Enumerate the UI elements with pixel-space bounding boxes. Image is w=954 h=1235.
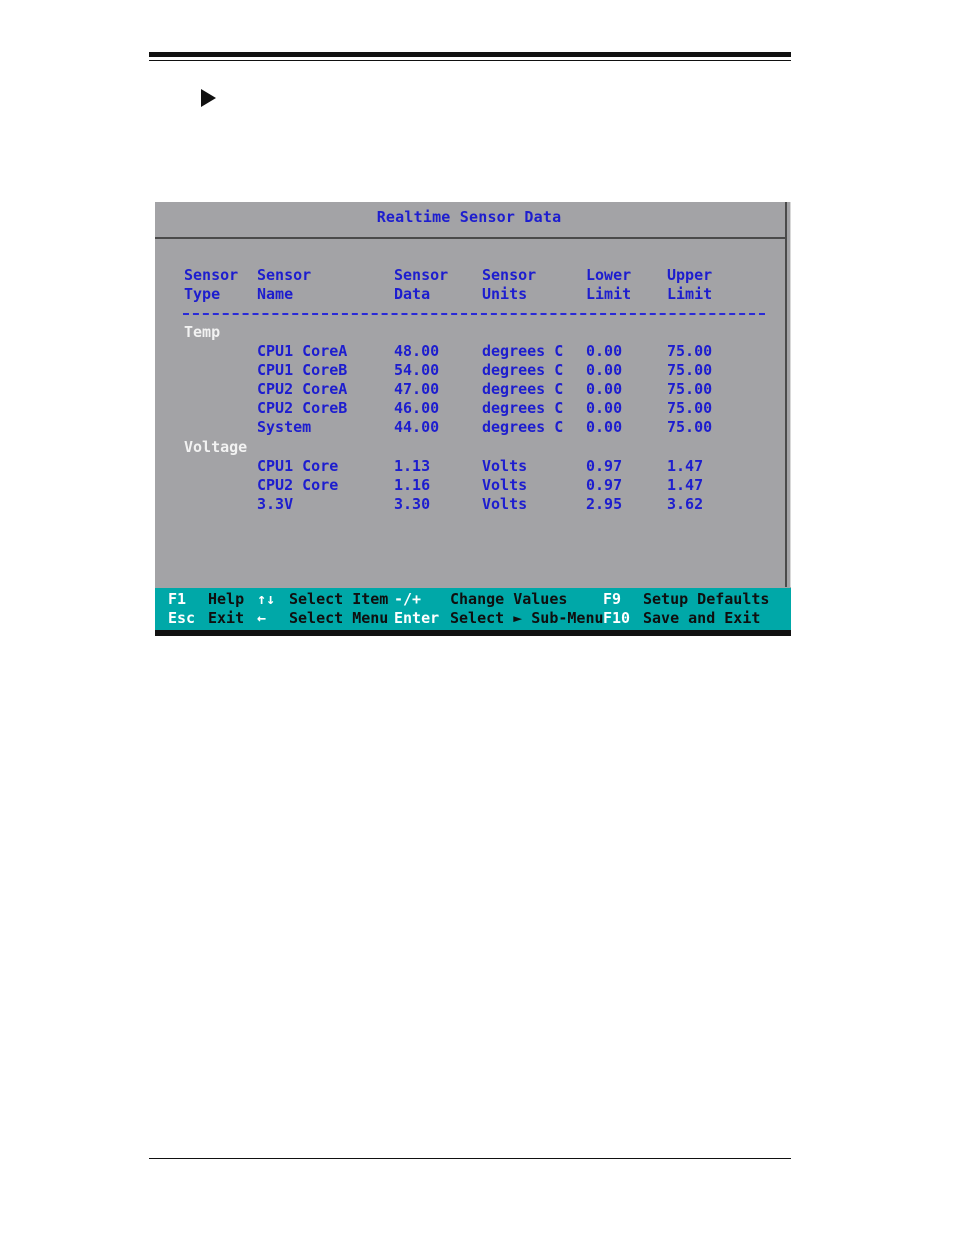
bios-screen <box>155 202 791 636</box>
key-label-exit: Exit <box>208 609 245 627</box>
upper-limit: 1.47 <box>667 476 704 494</box>
screen-right-border <box>785 202 787 587</box>
page-footer-rule <box>149 1158 791 1159</box>
sensor-units: degrees C <box>482 380 564 398</box>
key-label-select-item: Select Item <box>289 590 389 608</box>
sensor-name: 3.3V <box>257 495 294 513</box>
key-esc: Esc <box>168 609 196 627</box>
sensor-data: 54.00 <box>394 361 440 379</box>
lower-limit: 0.97 <box>586 457 623 475</box>
header-sensor-type: Sensor Type <box>184 266 239 303</box>
lower-limit: 0.00 <box>586 342 623 360</box>
key-label-help: Help <box>208 590 245 608</box>
key-label-select-submenu: Select ► Sub-Menu <box>450 609 604 627</box>
key-f10: F10 <box>603 609 631 627</box>
sensor-name: CPU1 Core <box>257 457 339 475</box>
upper-limit: 75.00 <box>667 342 713 360</box>
lower-limit: 0.00 <box>586 399 623 417</box>
header-sensor-data: Sensor Data <box>394 266 449 303</box>
sensor-units: degrees C <box>482 399 564 417</box>
lower-limit: 0.00 <box>586 418 623 436</box>
lower-limit: 0.00 <box>586 361 623 379</box>
key-label-change-values: Change Values <box>450 590 568 608</box>
lower-limit: 2.95 <box>586 495 623 513</box>
sensor-name: CPU2 CoreA <box>257 380 348 398</box>
sensor-units: Volts <box>482 476 528 494</box>
upper-limit: 75.00 <box>667 380 713 398</box>
bullet-triangle-icon <box>201 89 216 107</box>
upper-limit: 3.62 <box>667 495 704 513</box>
sensor-name: CPU2 Core <box>257 476 339 494</box>
key-legend-bar <box>155 588 791 630</box>
sensor-data: 1.13 <box>394 457 431 475</box>
sensor-data: 48.00 <box>394 342 440 360</box>
sensor-name: System <box>257 418 312 436</box>
header-upper-limit: Upper Limit <box>667 266 713 303</box>
upper-limit: 75.00 <box>667 399 713 417</box>
key-minus-plus: -/+ <box>394 590 422 608</box>
sensor-data: 44.00 <box>394 418 440 436</box>
sensor-units: Volts <box>482 495 528 513</box>
upper-limit: 75.00 <box>667 418 713 436</box>
sensor-name: CPU1 CoreB <box>257 361 348 379</box>
sensor-units: degrees C <box>482 342 564 360</box>
header-lower-limit: Lower Limit <box>586 266 632 303</box>
sensor-units: degrees C <box>482 418 564 436</box>
key-label-save-and-exit: Save and Exit <box>643 609 761 627</box>
sensor-data: 1.16 <box>394 476 431 494</box>
lower-limit: 0.97 <box>586 476 623 494</box>
sensor-name: CPU2 CoreB <box>257 399 348 417</box>
page-header-rule-thin <box>149 60 791 61</box>
key-label-select-menu: Select Menu <box>289 609 389 627</box>
sensor-data: 46.00 <box>394 399 440 417</box>
category-voltage: Voltage <box>184 438 248 456</box>
sensor-units: Volts <box>482 457 528 475</box>
sensor-data: 3.30 <box>394 495 431 513</box>
key-arrow-left: ← <box>257 609 267 627</box>
header-sensor-units: Sensor Units <box>482 266 537 303</box>
title-divider <box>155 237 785 239</box>
upper-limit: 1.47 <box>667 457 704 475</box>
screen-right-border-highlight <box>790 202 791 587</box>
key-f1: F1 <box>168 590 187 608</box>
category-temp: Temp <box>184 323 221 341</box>
key-arrows-updown: ↑↓ <box>257 590 276 608</box>
key-enter: Enter <box>394 609 440 627</box>
lower-limit: 0.00 <box>586 380 623 398</box>
key-label-setup-defaults: Setup Defaults <box>643 590 770 608</box>
screen-bottom-border <box>155 630 791 636</box>
header-divider-dashes <box>183 313 765 315</box>
sensor-name: CPU1 CoreA <box>257 342 348 360</box>
key-f9: F9 <box>603 590 622 608</box>
upper-limit: 75.00 <box>667 361 713 379</box>
screen-title: Realtime Sensor Data <box>376 208 562 226</box>
header-sensor-name: Sensor Name <box>257 266 312 303</box>
page-header-rule <box>149 52 791 57</box>
sensor-units: degrees C <box>482 361 564 379</box>
sensor-data: 47.00 <box>394 380 440 398</box>
